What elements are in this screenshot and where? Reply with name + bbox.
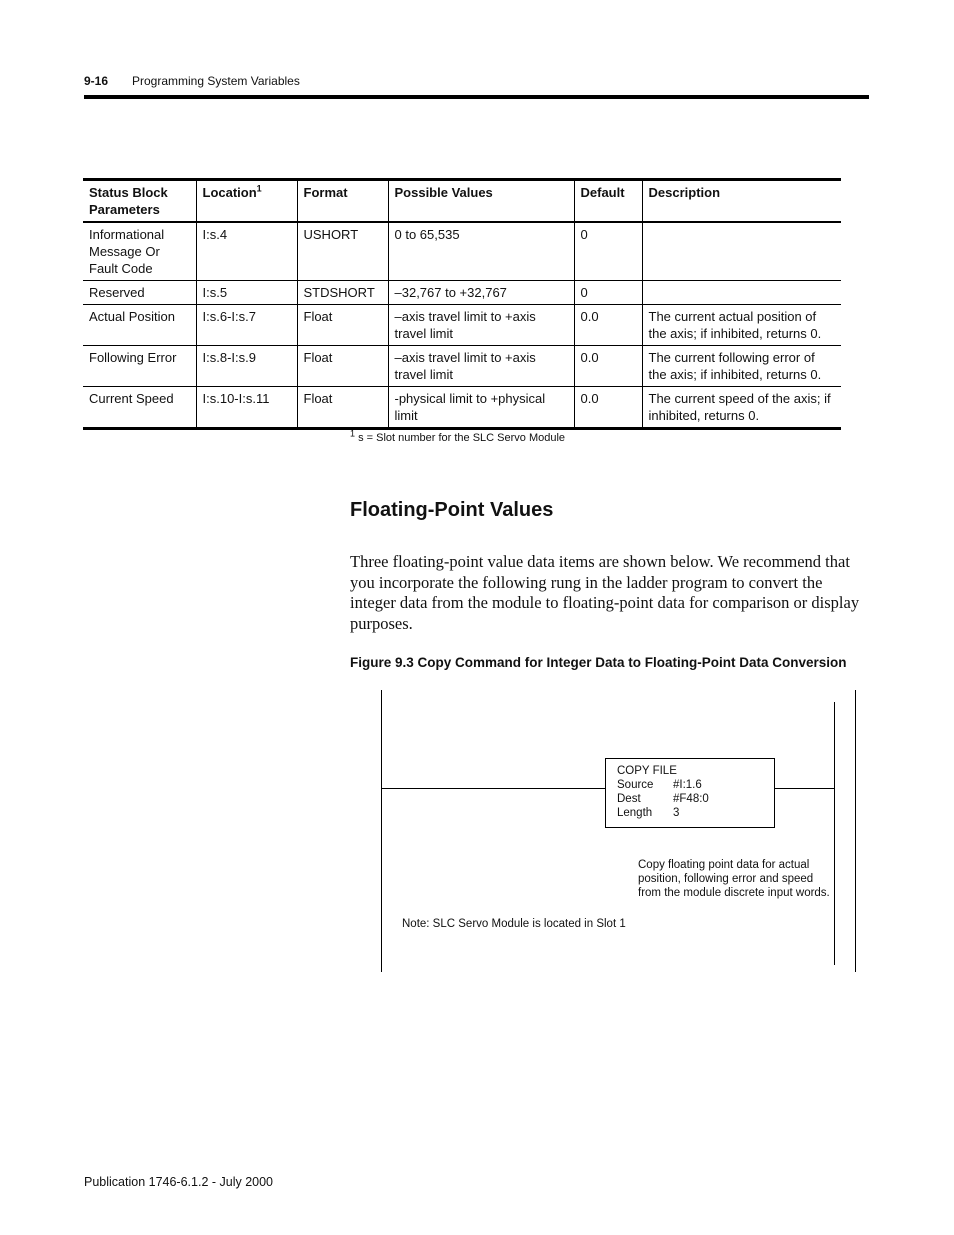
col-header-default: Default (574, 180, 642, 223)
publication-footer: Publication 1746-6.1.2 - July 2000 (84, 1175, 274, 1189)
cell-param: Reserved (89, 285, 145, 300)
col-header-location (196, 180, 297, 223)
slot-note: Note: SLC Servo Module is located in Slot 1 (402, 918, 626, 930)
cell-values: -physical limit to +physical limit (388, 387, 574, 429)
col-header-param: Status Block Parameters (89, 185, 168, 217)
table-row (83, 222, 841, 281)
status-block-table (83, 178, 841, 430)
length-label: Length (617, 807, 653, 819)
cell-location: I:s.4 (196, 222, 297, 281)
cell-default: 0.0 (574, 387, 642, 429)
table-row (83, 281, 841, 305)
section-title: Programming System Variables (132, 74, 300, 88)
col-header-values: Possible Values (388, 180, 574, 223)
cell-default: 0.0 (574, 305, 642, 346)
col-header-location-label: Location (202, 185, 257, 200)
cell-param: Informational Message Or Fault Code (89, 227, 165, 276)
dest-value: #F48:0 (673, 793, 709, 805)
instruction-length-row (617, 806, 774, 820)
rung-comment: Copy floating point data for actual position, following error and speed from the module discrete input words. (638, 859, 830, 899)
cell-values: 0 to 65,535 (388, 222, 574, 281)
dest-label: Dest (617, 793, 641, 805)
cell-values: –axis travel limit to +axis travel limit (388, 305, 574, 346)
section-body: Three floating-point value data items are shown below. We recommend that you incorporate the following rung in the ladder program to convert the integer data from the module to floating-point data for comparison or display purposes. (350, 552, 860, 633)
rung-right-wire (775, 788, 834, 789)
cell-values: –32,767 to +32,767 (388, 281, 574, 305)
cell-description: The current actual position of the axis; if inhibited, returns 0. (642, 305, 841, 346)
cell-location: I:s.5 (196, 281, 297, 305)
cell-description: The current following error of the axis; if inhibited, returns 0. (642, 346, 841, 387)
left-power-rail (381, 690, 382, 972)
ladder-diagram (375, 690, 865, 980)
col-header-format: Format (297, 180, 388, 223)
cell-location: I:s.10-I:s.11 (196, 387, 297, 429)
cell-format: STDSHORT (297, 281, 388, 305)
running-header (84, 74, 300, 88)
instruction-source-row (617, 778, 774, 792)
length-value: 3 (673, 807, 680, 819)
footnote-text: s = Slot number for the SLC Servo Module (358, 432, 566, 444)
cell-default: 0 (574, 222, 642, 281)
cell-format: Float (297, 387, 388, 429)
right-power-rail-inner (834, 702, 835, 965)
table-row (83, 387, 841, 429)
cell-default: 0 (574, 281, 642, 305)
header-rule (84, 95, 869, 99)
cell-default: 0.0 (574, 346, 642, 387)
source-value: #I:1.6 (673, 779, 702, 791)
page-number: 9-16 (84, 74, 109, 88)
cell-format: Float (297, 346, 388, 387)
footnote-marker: 1 (350, 428, 356, 439)
table-header-row (83, 180, 841, 223)
rung-left-wire (381, 788, 605, 789)
cell-format: Float (297, 305, 388, 346)
footnote-ref: 1 (256, 183, 262, 194)
cell-location: I:s.6-I:s.7 (196, 305, 297, 346)
table-footnote (350, 428, 566, 444)
cell-location: I:s.8-I:s.9 (196, 346, 297, 387)
col-header-description: Description (642, 180, 841, 223)
copy-file-instruction (605, 758, 775, 828)
source-label: Source (617, 779, 654, 791)
cell-format: USHORT (297, 222, 388, 281)
cell-param: Following Error (89, 350, 177, 365)
cell-description (642, 281, 841, 305)
right-power-rail-outer (855, 690, 856, 972)
cell-description (642, 222, 841, 281)
figure-caption: Figure 9.3 Copy Command for Integer Data to Floating-Point Data Conversion (350, 655, 847, 670)
instruction-title: COPY FILE (617, 765, 677, 777)
table-row (83, 305, 841, 346)
instruction-dest-row (617, 792, 774, 806)
cell-param: Current Speed (89, 391, 174, 406)
cell-param: Actual Position (89, 309, 175, 324)
table-row (83, 346, 841, 387)
cell-values: –axis travel limit to +axis travel limit (388, 346, 574, 387)
section-heading: Floating-Point Values (350, 499, 554, 521)
cell-description: The current speed of the axis; if inhibited, returns 0. (642, 387, 841, 429)
